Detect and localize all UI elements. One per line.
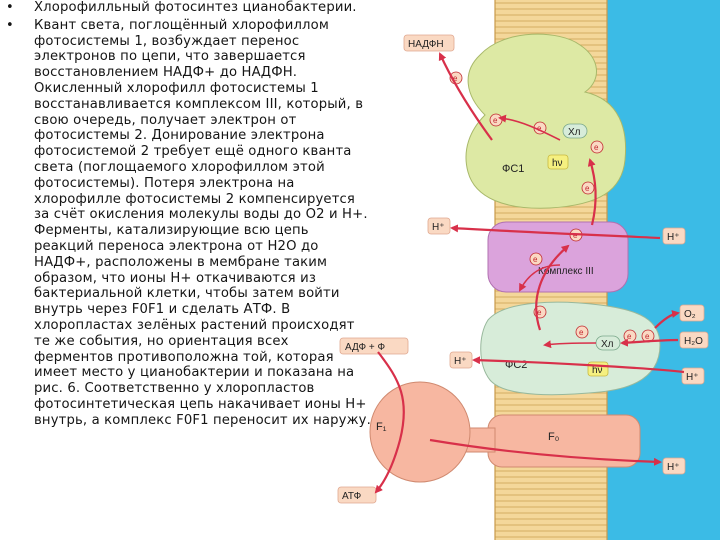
svg-text:hν: hν (552, 158, 563, 169)
svg-text:H⁺: H⁺ (432, 222, 445, 233)
text-block (6, 0, 371, 429)
svg-text:H⁺: H⁺ (454, 356, 467, 367)
svg-text:Хл: Хл (568, 127, 581, 138)
chl-ps2-badge (596, 336, 620, 350)
list-item (6, 18, 371, 429)
electron-badge (624, 330, 636, 342)
svg-text:H₂O: H₂O (684, 336, 703, 347)
electron-badge (591, 141, 603, 153)
bullet-icon: • (6, 17, 14, 33)
chl-ps1-badge (563, 124, 587, 138)
hv-ps2-badge (588, 362, 608, 376)
svg-text:e: e (627, 332, 632, 341)
svg-text:НАДФН: НАДФН (408, 39, 444, 50)
h-plus-box-5 (663, 458, 685, 474)
o2-box (680, 305, 704, 321)
svg-text:e: e (579, 328, 584, 337)
svg-text:H⁺: H⁺ (667, 462, 680, 473)
svg-text:e: e (533, 255, 538, 264)
electron-badge (490, 114, 502, 126)
bullet-text: Квант света, поглощённый хлорофиллом фотосистемы 1, возбуждает перенос электронов по цепи, что завершается восстановлением НАДФ+ до НАДФН. Окисленный хлорофилл фотосистемы 1 восстанавливается комплексом III, который, в свою очередь, получает электрон от фотосистемы 2. Донирование электрона фотосистемой 2 требует ещё одного кванта света (поглощаемого хлорофиллом этой фотосистемы). Потеря электрона на хлорофилле фотосистемы 2 компенсируется за счёт окисления молекулы воды до О2 и Н+. Ферменты, катализирующие всю цепь реакций переноса электрона от Н2О до НАДФ+, расположены в мембране таким образом, что ионы Н+ откачиваются из бактериальной клетки, чтобы затем войти внутрь через F0F1 и сделать АТФ. В хлоропластах зелёных растений происходят те же события, но ориентация всех ферментов противоположна той, которая имеет место у цианобактерии и показана на рис. 6. Соответственно у хлоропластов фотосинтетическая цепь накачивает ионы Н+ внутрь, а комплекс F0F1 переносит их наружу. (34, 17, 371, 428)
bullet-list (6, 0, 371, 429)
svg-text:hν: hν (592, 365, 603, 376)
f1-label: F₁ (376, 421, 387, 433)
ps2-label: ФС2 (505, 359, 528, 371)
f0-label: F₀ (548, 431, 560, 443)
bullet-text: Хлорофилльный фотосинтез цианобактерии. (34, 0, 357, 15)
svg-text:e: e (585, 184, 590, 193)
nadph-box (404, 35, 454, 51)
electron-badge (576, 326, 588, 338)
svg-text:e: e (573, 231, 578, 240)
electron-badge (582, 182, 594, 194)
svg-text:H⁺: H⁺ (686, 372, 699, 383)
svg-text:e: e (537, 308, 542, 317)
svg-text:e: e (645, 332, 650, 341)
svg-text:e: e (537, 124, 542, 133)
svg-text:H⁺: H⁺ (667, 232, 680, 243)
svg-text:e: e (594, 143, 599, 152)
ps1-label: ФС1 (502, 163, 525, 175)
photosystem-2 (481, 302, 660, 394)
atp-box (338, 487, 376, 503)
h-plus-box-4 (682, 368, 704, 384)
hv-ps1-badge (548, 155, 568, 169)
complex-iii-label: Комплекс III (538, 266, 594, 277)
h-plus-box-2 (663, 228, 685, 244)
svg-text:e: e (453, 74, 458, 83)
svg-text:АТФ: АТФ (342, 491, 362, 502)
bullet-icon: • (6, 0, 14, 15)
svg-text:O₂: O₂ (684, 309, 696, 320)
svg-text:АДФ + Ф: АДФ + Ф (345, 342, 386, 353)
h2o-box (680, 332, 708, 348)
svg-text:Хл: Хл (601, 339, 614, 350)
list-item (6, 0, 371, 16)
h-plus-box-1 (428, 218, 450, 234)
electron-badge (530, 253, 542, 265)
svg-text:e: e (493, 116, 498, 125)
h-plus-box-3 (450, 352, 472, 368)
